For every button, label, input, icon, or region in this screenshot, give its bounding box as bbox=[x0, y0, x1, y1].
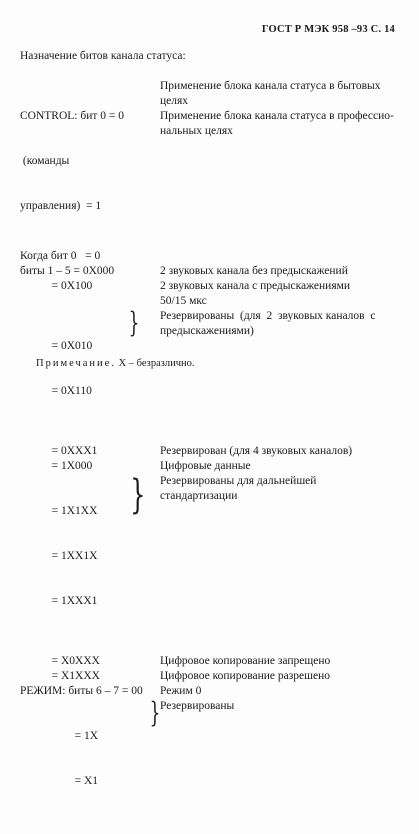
table-row: = 1X000 Цифровые данные bbox=[20, 460, 251, 472]
table-row: = 0X100 2 звуковых канала с предыскажениями 50/15 мкс bbox=[20, 280, 351, 307]
table-row: = 1X1XX = 1XX1X = 1XXX1 } Резервированы для дальнейшей стандартизации bbox=[20, 472, 317, 607]
bit-assignment-table bbox=[20, 79, 400, 834]
section-title: Назначение битов канала статуса: bbox=[20, 50, 186, 62]
table-row bbox=[20, 79, 400, 244]
bit-meaning: Применение блока канала статуса в бытовых целях Применение блока канала статуса в профессио- нальных целях bbox=[160, 80, 394, 137]
brace-icon: } bbox=[128, 306, 140, 339]
table-row: = 0X010 = 0X110 } Резервированы (для 2 звуковых каналов с предыскажениями) bbox=[20, 306, 376, 397]
table-row: = 0XXX1 Резервирован (для 4 звуковых каналов) bbox=[20, 445, 353, 457]
table-row: Когда бит 0 = 0 bbox=[20, 250, 101, 262]
page-header: ГОСТ Р МЭК 958 –93 С. 14 bbox=[261, 24, 395, 35]
table-row: = 1X = X1 } Резервированы bbox=[20, 696, 235, 787]
brace-icon: } bbox=[130, 472, 146, 518]
bit-field: CONTROL: бит 0 = 0 (команды управления) = 1 bbox=[20, 110, 125, 212]
footnote bbox=[36, 358, 195, 369]
note-text: X – безразлично. bbox=[115, 358, 195, 369]
brace-icon: } bbox=[149, 696, 161, 729]
table-row: = X1XXX Цифровое копирование разрешено bbox=[20, 670, 330, 682]
note-label: Примечание. bbox=[36, 358, 116, 369]
table-row: = X0XXX Цифровое копирование запрещено bbox=[20, 655, 331, 667]
table-row: биты 1 – 5 = 0X000 2 звуковых канала без предыскажений bbox=[20, 265, 348, 277]
table-row: РЕЖИМ: биты 6 – 7 = 00 Режим 0 bbox=[20, 685, 202, 697]
